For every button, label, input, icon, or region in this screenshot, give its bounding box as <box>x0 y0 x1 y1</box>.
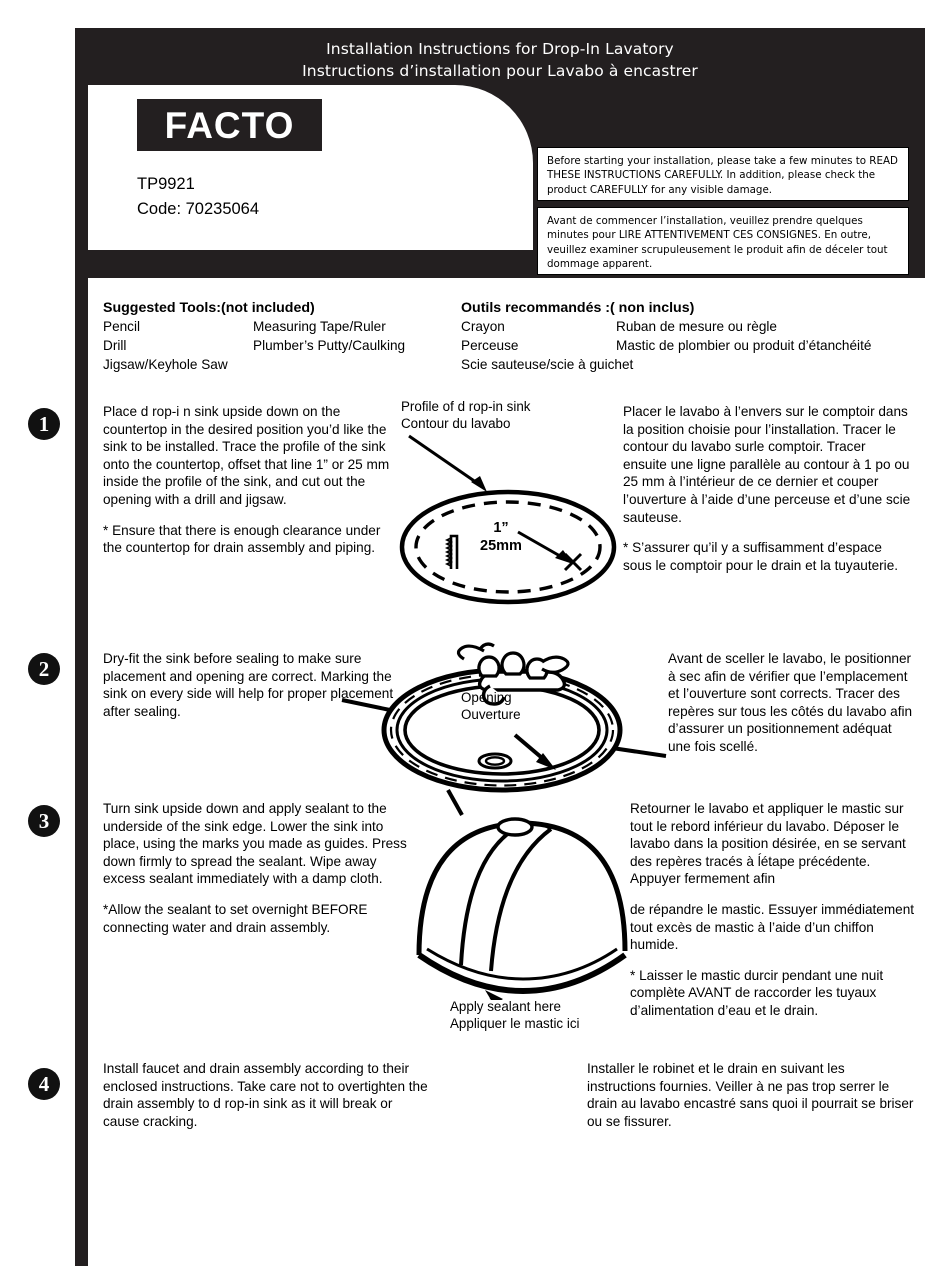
step-1-text-french <box>623 403 913 574</box>
step-3-paragraph-english-2: *Allow the sealant to set overnight BEFORE connecting water and drain assembly. <box>103 901 368 935</box>
step-1-paragraph-french-1: Placer le lavabo à l’envers sur le comptoir dans la position choisie pour l’installation. Tracer le contour du lavabo surle comptoir. Tracer ensuite une ligne parallèle au contour à 1 po ou 25 mm à l’intérieur de ce dernier et couper l’ouverture à l’aide d’une perceuse et d’une scie sauteuse. <box>623 404 911 525</box>
tool-name: Measuring Tape/Ruler <box>253 319 386 334</box>
step-number-badge-4: 4 <box>28 1068 60 1100</box>
step-3-text-french <box>630 800 918 1020</box>
figure-1-caption <box>401 398 611 432</box>
step-number-badge-3: 3 <box>28 805 60 837</box>
brand-logo-text: FACTO <box>164 104 295 146</box>
header-title-english: Installation Instructions for Drop-In Lavatory <box>326 40 674 58</box>
figure-3-caption-french: Appliquer le mastic ici <box>450 1016 580 1031</box>
step-3-paragraph-french-2: de répandre le mastic. Essuyer immédiatement tout excès de mastic à l’aide d’un chiffon humide. <box>630 901 915 953</box>
step-1-text-english <box>103 403 403 557</box>
tool-name: Ruban de mesure ou règle <box>616 319 777 334</box>
tools-heading-english: Suggested Tools:(not included) <box>103 300 315 316</box>
figure-2-label-english: Opening <box>461 690 512 705</box>
figure-2-opening-label <box>461 689 581 723</box>
tools-row <box>461 338 921 357</box>
tool-name: Jigsaw/Keyhole Saw <box>103 357 228 372</box>
product-code: Code: 70235064 <box>137 200 260 218</box>
step-1-paragraph-english-1: Place d rop-i n sink upside down on the countertop in the desired position you’d like the sink to be installed. Trace the profile of the sink onto the countertop, offset that line 1” or 25 mm inside the profile of the sink, and cut out the opening with a drill and jigsaw. <box>103 404 390 507</box>
product-model: TP9921 <box>137 175 195 193</box>
tools-column-english <box>103 300 463 376</box>
tools-row <box>103 338 463 357</box>
figure-1-caption-english: Profile of d rop-in sink <box>401 399 531 414</box>
figure-3-inverted-sink <box>405 805 635 1000</box>
step-4-paragraph-french-1: Installer le robinet et le drain en suivant les instructions fournies. Veiller à ne pas trop serrer le drain au lavabo encastré sans quoi il pourrait se briser ou se fissurer. <box>587 1061 914 1129</box>
step-4-paragraph-english-1: Install faucet and drain assembly according to their enclosed instructions. Take care not to overtighten the drain assembly to d rop-in sink as it will break or cause cracking. <box>103 1061 428 1129</box>
tool-name: Perceuse <box>461 338 519 353</box>
left-vertical-rule <box>75 278 88 1266</box>
step-3-paragraph-english-1: Turn sink upside down and apply sealant to the underside of the sink edge. Lower the sink into place, using the marks you made as guides. Press down firmly to spread the sealant. Wipe away excess sealant immediately with a damp cloth. <box>103 801 407 887</box>
tools-column-french <box>461 300 921 376</box>
step-1-paragraph-french-2: * S’assurer qu’il y a suffisamment d’espace sous le comptoir pour le drain et la tuyauterie. <box>623 540 899 573</box>
product-identifier <box>137 172 259 222</box>
step-number-badge-2: 2 <box>28 653 60 685</box>
header-title-french: Instructions d’installation pour Lavabo à encastrer <box>302 62 698 80</box>
figure-3-caption <box>450 998 680 1032</box>
step-2-paragraph-french-1: Avant de sceller le lavabo, le positionner à sec afin de vérifier que l’emplacement et l’ouverture sont corrects. Tracer des repères sur tous les côtés du lavabo afin d’assurer un positionnement adéquat une fois scellé. <box>668 651 913 754</box>
tools-heading-french: Outils recommandés :( non inclus) <box>461 300 695 316</box>
tools-row <box>461 319 921 338</box>
step-3-paragraph-french-3: * Laisser le mastic durcir pendant une nuit complète AVANT de raccorder les tuyaux d’alimentation d’eau et le drain. <box>630 967 884 1018</box>
step-number-badge-1: 1 <box>28 408 60 440</box>
tools-row <box>461 357 921 376</box>
step-2-text-french <box>668 650 918 756</box>
tool-name: Pencil <box>103 319 141 334</box>
tool-name: Mastic de plombier ou produit d’étanchéité <box>616 338 872 353</box>
step-4-text-english <box>103 1060 428 1130</box>
step-4-text-french <box>587 1060 917 1130</box>
brand-logo <box>137 99 322 151</box>
figure-1-caption-french: Contour du lavabo <box>401 416 511 431</box>
notice-box-english: Before starting your installation, please take a few minutes to READ THESE INSTRUCTIONS CAREFULLY. In addition, please check the product CAREFULLY for any visible damage. <box>537 147 909 201</box>
tool-name: Plumber’s Putty/Caulking <box>253 338 406 353</box>
notice-box-french: Avant de commencer l’installation, veuillez prendre quelques minutes pour LIRE ATTENTIVEMENT CES CONSIGNES. En outre, veuillez examiner scrupuleusement le produit afin de déceler tout dommage apparent. <box>537 207 909 275</box>
step-3-paragraph-french-1: Retourner le lavabo et appliquer le mastic sur tout le rebord inférieur du lavabo. Déposer le lavabo dans la position désirée, en se servant des repères tracés à ĺétape précédente. Appuyer fermement afin <box>630 801 906 887</box>
figure-2-label-french: Ouverture <box>461 707 521 722</box>
figure-3-caption-english: Apply sealant here <box>450 999 561 1014</box>
step-3-text-english <box>103 800 413 936</box>
figure-1-dimension-millimeters: 25mm <box>480 538 522 554</box>
step-2-paragraph-english-1: Dry-fit the sink before sealing to make sure placement and opening are correct. Marking the sink on every side will help for proper placement after sealing. <box>103 651 394 719</box>
tool-name: Crayon <box>461 319 505 334</box>
tool-name: Scie sauteuse/scie à guichet <box>461 357 634 372</box>
tools-row <box>103 319 463 338</box>
tool-name: Drill <box>103 338 127 353</box>
step-1-paragraph-english-2: * Ensure that there is enough clearance under the countertop for drain assembly and piping. <box>103 522 381 556</box>
figure-1-dimension-inches: 1” <box>493 520 509 536</box>
tools-row <box>103 357 463 376</box>
